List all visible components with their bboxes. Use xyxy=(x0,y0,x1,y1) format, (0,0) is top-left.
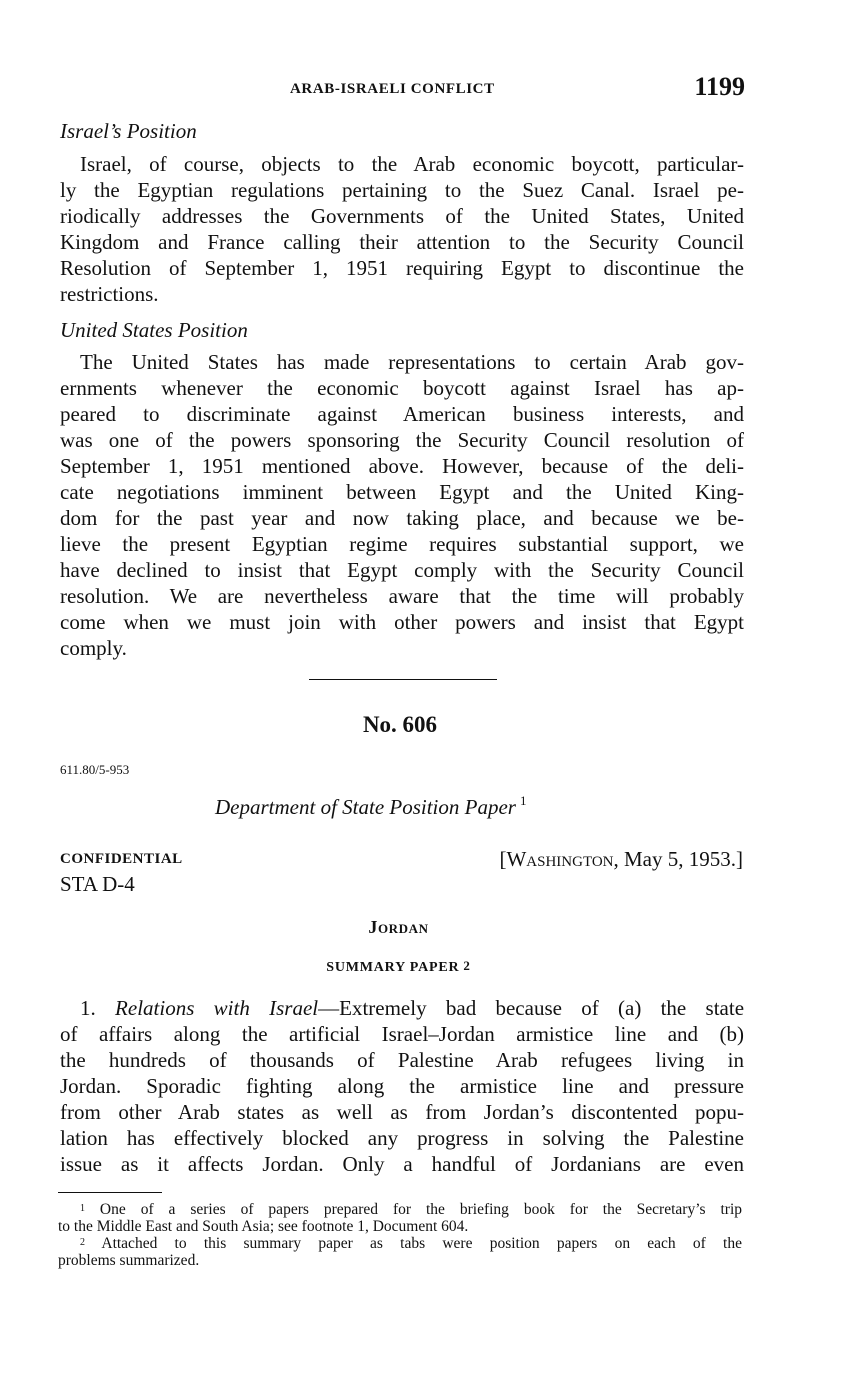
paragraph-line: peared to discriminate against American business interests, and xyxy=(60,402,744,426)
item-number: 1. xyxy=(80,996,96,1020)
paragraph-line: September 1, 1951 mentioned above. However, because of the deli- xyxy=(60,454,744,478)
paragraph-line: come when we must join with other powers and insist that Egypt xyxy=(60,610,744,634)
footnote-ref-1: 1 xyxy=(519,793,527,808)
dateline xyxy=(499,847,743,872)
paragraph-line: the hundreds of thousands of Palestine Arab refugees living in xyxy=(60,1048,744,1072)
paragraph-line: riodically addresses the Governments of the United States, United xyxy=(60,204,744,228)
page-number: 1199 xyxy=(694,72,745,101)
paragraph-line: of affairs along the artificial Israel–Jordan armistice line and (b) xyxy=(60,1022,744,1046)
paragraph-line: ernments whenever the economic boycott against Israel has ap- xyxy=(60,376,744,400)
paragraph-line: lation has effectively blocked any progress in solving the Palestine xyxy=(60,1126,744,1150)
paragraph-line xyxy=(60,995,744,1021)
dateline-date: , May 5, 1953.] xyxy=(613,847,743,871)
relations-with-israel-paragraph xyxy=(60,995,744,1177)
document-title xyxy=(215,795,526,820)
footnote-1-text: One of a series of papers prepared for the briefing book for the Secretary’s trip xyxy=(85,1201,742,1218)
classification-label: CONFIDENTIAL xyxy=(60,851,183,867)
us-position-paragraph xyxy=(60,349,744,661)
item-text: —Extremely bad because of (a) the state xyxy=(318,996,745,1020)
dateline-open: [ xyxy=(499,847,507,871)
footnote-1-line: to the Middle East and South Asia; see footnote 1, Document 604. xyxy=(58,1218,469,1235)
paragraph-line: was one of the powers sponsoring the Security Council resolution of xyxy=(60,428,744,452)
footnotes xyxy=(58,1201,742,1269)
footnote-2-line xyxy=(58,1235,742,1252)
footnote-2-line: problems summarized. xyxy=(58,1252,200,1269)
israel-position-paragraph xyxy=(60,151,744,307)
footnote-ref-2: 2 xyxy=(463,958,471,973)
paragraph-line: dom for the past year and now taking place, and because we be- xyxy=(60,506,744,530)
paragraph-line: restrictions. xyxy=(60,282,159,306)
us-position-heading: United States Position xyxy=(60,318,248,342)
paragraph-line: from other Arab states as well as from Jordan’s discontented popu- xyxy=(60,1100,744,1124)
paragraph-line: issue as it affects Jordan. Only a handful of Jordanians are even xyxy=(60,1152,744,1176)
israel-position-heading: Israel’s Position xyxy=(60,119,197,143)
footnote-1-line xyxy=(58,1201,742,1218)
document-number: No. 606 xyxy=(362,712,438,737)
document-title-text: Department of State Position Paper xyxy=(215,795,516,819)
paragraph-line: The United States has made representations to certain Arab gov- xyxy=(80,350,744,374)
footnote-divider xyxy=(58,1192,162,1193)
section-divider xyxy=(309,679,497,680)
footnote-1-mark: 1 xyxy=(80,1203,85,1214)
dateline-place: Washington xyxy=(506,847,614,871)
paragraph-line: have declined to insist that Egypt comply with the Security Council xyxy=(60,558,744,582)
file-code: 611.80/5-953 xyxy=(60,762,130,777)
paragraph-line: resolution. We are nevertheless aware that the time will probably xyxy=(60,584,744,608)
paragraph-line: Resolution of September 1, 1951 requiring Egypt to discontinue the xyxy=(60,256,744,280)
running-head-title: ARAB-ISRAELI CONFLICT xyxy=(290,81,495,97)
footnote-2-mark: 2 xyxy=(80,1237,85,1248)
paragraph-line: ly the Egyptian regulations pertaining to the Suez Canal. Israel pe- xyxy=(60,178,744,202)
country-heading: Jordan xyxy=(368,917,429,937)
paragraph-line: Kingdom and France calling their attention to the Security Council xyxy=(60,230,744,254)
paragraph-line: lieve the present Egyptian regime requires substantial support, we xyxy=(60,532,744,556)
paragraph-line: Jordan. Sporadic fighting along the armistice line and pressure xyxy=(60,1074,744,1098)
footnote-2-text: Attached to this summary paper as tabs were position papers on each of the xyxy=(85,1235,742,1252)
summary-paper-heading xyxy=(0,960,797,976)
paragraph-line: cate negotiations imminent between Egypt and the United King- xyxy=(60,480,744,504)
summary-paper-label: SUMMARY PAPER xyxy=(326,960,460,975)
paragraph-line: comply. xyxy=(60,636,127,660)
document-reference: STA D-4 xyxy=(60,872,135,896)
item-heading: Relations with Israel xyxy=(115,996,319,1020)
paragraph-line: Israel, of course, objects to the Arab economic boycott, particular- xyxy=(80,152,744,176)
